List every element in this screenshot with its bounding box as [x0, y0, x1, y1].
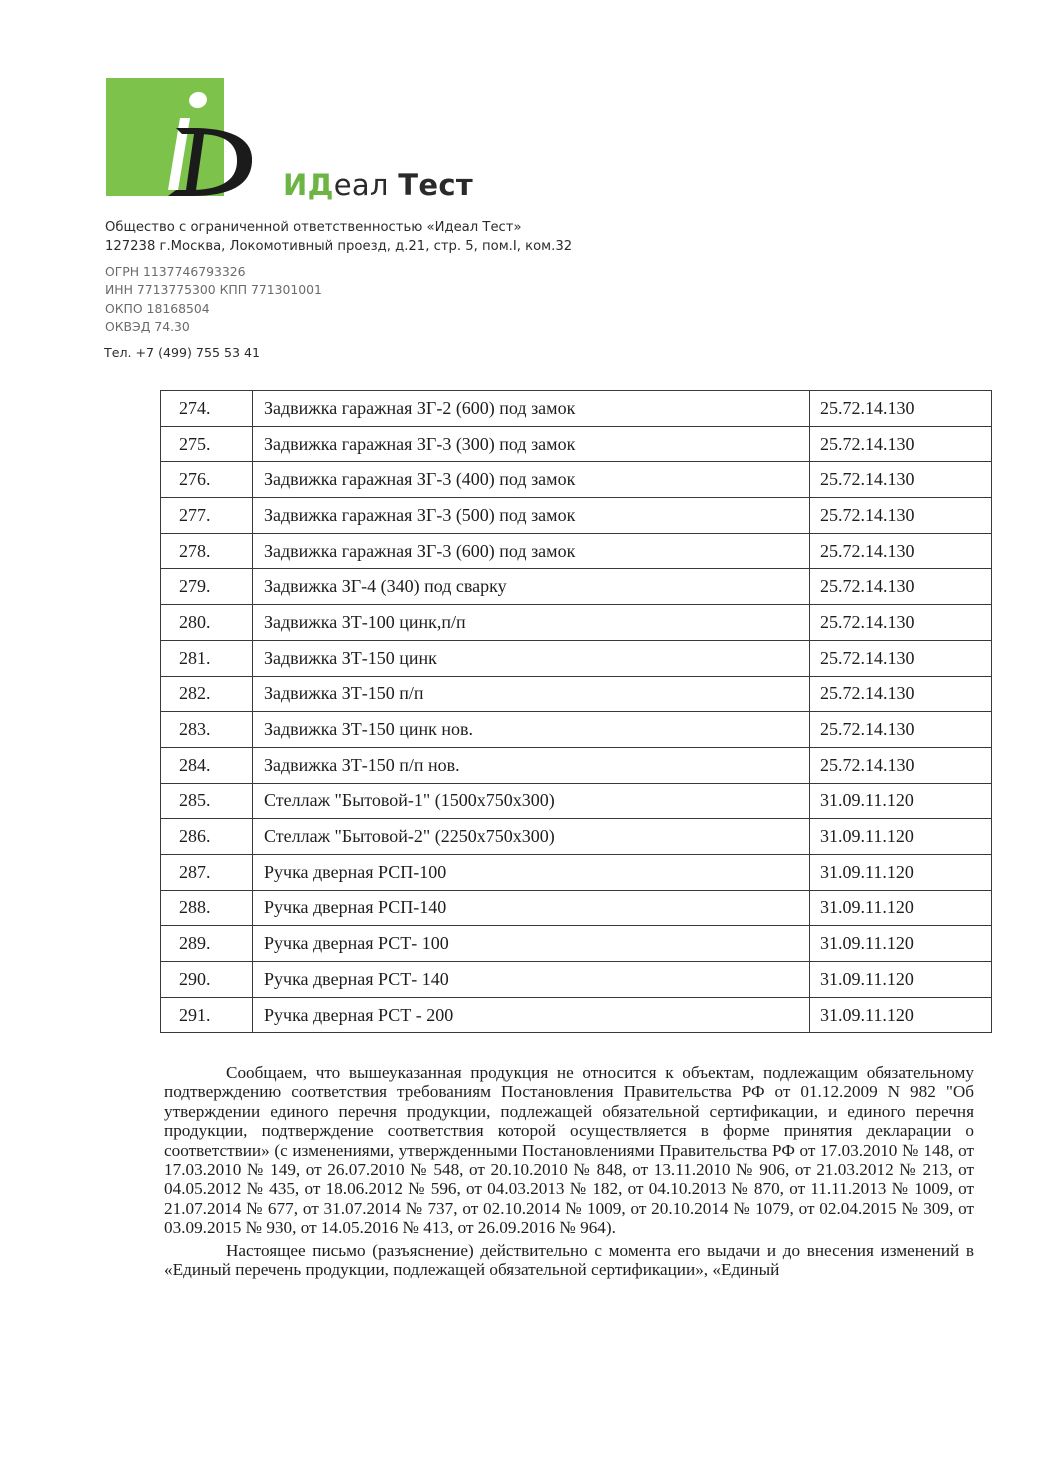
row-number: 289.: [161, 926, 253, 962]
okpd-code: 25.72.14.130: [810, 676, 992, 712]
okpd-code: 25.72.14.130: [810, 426, 992, 462]
product-name: Ручка дверная РСП-140: [253, 890, 810, 926]
okpd-code: 31.09.11.120: [810, 890, 992, 926]
table-row: [161, 426, 992, 462]
product-name: Задвижка ЗТ-150 п/п: [253, 676, 810, 712]
okpd-code: 31.09.11.120: [810, 819, 992, 855]
table-row: [161, 498, 992, 534]
table-row: [161, 962, 992, 998]
product-name: Стеллаж "Бытовой-2" (2250х750х300): [253, 819, 810, 855]
product-name: Ручка дверная РСП-100: [253, 854, 810, 890]
row-number: 284.: [161, 747, 253, 783]
product-name: Задвижка гаражная ЗГ-3 (600) под замок: [253, 533, 810, 569]
row-number: 281.: [161, 640, 253, 676]
product-name: Ручка дверная РСТ- 100: [253, 926, 810, 962]
row-number: 278.: [161, 533, 253, 569]
letter-body: [164, 1063, 974, 1279]
table-row: [161, 391, 992, 427]
product-name: Задвижка гаражная ЗГ-2 (600) под замок: [253, 391, 810, 427]
table-row: [161, 676, 992, 712]
table-row: [161, 926, 992, 962]
table-row: [161, 747, 992, 783]
product-name: Задвижка ЗТ-150 п/п нов.: [253, 747, 810, 783]
okved: ОКВЭД 74.30: [105, 318, 190, 334]
product-name: Задвижка гаражная ЗГ-3 (300) под замок: [253, 426, 810, 462]
company-name: Общество с ограниченной ответственностью «Идеал Тест»: [105, 220, 522, 235]
logo-id-mark-icon: [106, 78, 286, 203]
table-row: [161, 783, 992, 819]
table-row: [161, 819, 992, 855]
row-number: 286.: [161, 819, 253, 855]
okpd-code: 31.09.11.120: [810, 854, 992, 890]
okpd-code: 25.72.14.130: [810, 640, 992, 676]
table-row: [161, 462, 992, 498]
row-number: 275.: [161, 426, 253, 462]
okpd-code: 25.72.14.130: [810, 498, 992, 534]
row-number: 288.: [161, 890, 253, 926]
row-number: 276.: [161, 462, 253, 498]
table-row: [161, 854, 992, 890]
product-name: Задвижка ЗГ-4 (340) под сварку: [253, 569, 810, 605]
product-name: Задвижка ЗТ-150 цинк нов.: [253, 712, 810, 748]
table-row: [161, 533, 992, 569]
row-number: 274.: [161, 391, 253, 427]
okpd-code: 25.72.14.130: [810, 712, 992, 748]
table-row: [161, 605, 992, 641]
brand-name-part3: Тест: [398, 168, 473, 202]
okpd-code: 25.72.14.130: [810, 605, 992, 641]
products-table-body: [161, 391, 992, 1033]
registration-details: [105, 263, 322, 336]
ogrn: ОГРН 1137746793326: [105, 264, 246, 279]
row-number: 283.: [161, 712, 253, 748]
company-logo: [106, 78, 224, 196]
company-address: 127238 г.Москва, Локомотивный проезд, д.21, стр. 5, пом.I, ком.32: [105, 239, 573, 254]
table-row: [161, 712, 992, 748]
table-row: [161, 569, 992, 605]
row-number: 280.: [161, 605, 253, 641]
product-name: Стеллаж "Бытовой-1" (1500х750х300): [253, 783, 810, 819]
row-number: 282.: [161, 676, 253, 712]
okpo: ОКПО 18168504: [105, 300, 210, 316]
okpd-code: 25.72.14.130: [810, 391, 992, 427]
products-table: [160, 390, 992, 1033]
phone: Тел. +7 (499) 755 53 41: [104, 345, 261, 360]
brand-name: [283, 168, 473, 202]
okpd-code: 31.09.11.120: [810, 783, 992, 819]
brand-name-part1: ИД: [283, 168, 334, 202]
product-name: Задвижка ЗТ-150 цинк: [253, 640, 810, 676]
product-name: Задвижка ЗТ-100 цинк,п/п: [253, 605, 810, 641]
row-number: 279.: [161, 569, 253, 605]
table-row: [161, 640, 992, 676]
okpd-code: 25.72.14.130: [810, 533, 992, 569]
brand-name-part2: еал: [333, 168, 399, 202]
row-number: 291.: [161, 997, 253, 1033]
okpd-code: 31.09.11.120: [810, 997, 992, 1033]
okpd-code: 31.09.11.120: [810, 962, 992, 998]
product-name: Задвижка гаражная ЗГ-3 (400) под замок: [253, 462, 810, 498]
okpd-code: 25.72.14.130: [810, 569, 992, 605]
row-number: 277.: [161, 498, 253, 534]
okpd-code: 25.72.14.130: [810, 747, 992, 783]
product-name: Ручка дверная РСТ- 140: [253, 962, 810, 998]
table-row: [161, 890, 992, 926]
product-name: Ручка дверная РСТ - 200: [253, 997, 810, 1033]
inn-kpp: ИНН 7713775300 КПП 771301001: [105, 282, 322, 298]
row-number: 287.: [161, 854, 253, 890]
product-name: Задвижка гаражная ЗГ-3 (500) под замок: [253, 498, 810, 534]
okpd-code: 31.09.11.120: [810, 926, 992, 962]
row-number: 285.: [161, 783, 253, 819]
letter-paragraph-2: Настоящее письмо (разъяснение) действительно с момента его выдачи и до внесения изменений в «Единый перечень продукции, подлежащей обязательной сертификации», «Единый: [164, 1240, 974, 1280]
letter-paragraph-1: Сообщаем, что вышеуказанная продукция не относится к объектам, подлежащим обязательному подтверждению соответствия требованиям Постановления Правительства РФ от 01.12.2009 N 982 "Об утверждении единого перечня продукции, подлежащей обязательной сертификации, и единого перечня продукции, подтверждение соответствия которой осуществляется в форме принятия декларации о соответствии» (с изменениями, утвержденными Постановлениями Правительства РФ от 17.03.2010 № 148, от 17.03.2010 № 149, от 26.07.2010 № 548, от 20.10.2010 № 848, от 13.11.2010 № 906, от 21.03.2012 № 213, от 04.05.2012 № 435, от 18.06.2012 № 596, от 04.03.2013 № 182, от 04.10.2013 № 870, от 11.11.2013 № 1009, от 21.07.2014 № 677, от 31.07.2014 № 737, от 02.10.2014 № 1009, от 20.10.2014 № 1079, от 02.04.2015 № 309, от 03.09.2015 № 930, от 14.05.2016 № 413, от 26.09.2016 № 964).: [164, 1063, 974, 1238]
okpd-code: 25.72.14.130: [810, 462, 992, 498]
table-row: [161, 997, 992, 1033]
row-number: 290.: [161, 962, 253, 998]
company-info: [105, 218, 572, 256]
